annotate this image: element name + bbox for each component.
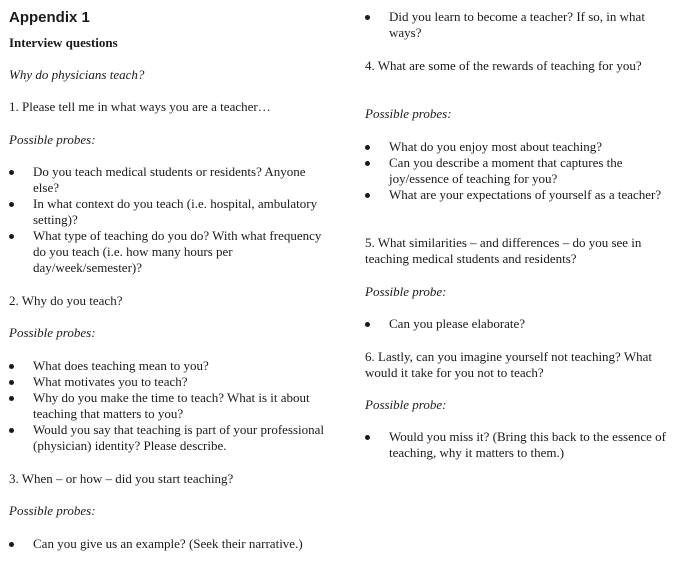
q3-probes-continued-list bbox=[365, 9, 677, 41]
list-item: Would you say that teaching is part of your professional (physician) identity? Please describe. bbox=[9, 422, 331, 454]
bullet-icon bbox=[365, 322, 370, 327]
question-4: 4. What are some of the rewards of teaching for you? bbox=[365, 58, 642, 73]
bullet-icon bbox=[365, 193, 370, 198]
q5-probe-label: Possible probe: bbox=[365, 284, 447, 299]
bullet-icon bbox=[365, 161, 370, 166]
list-item: Would you miss it? (Bring this back to the essence of teaching, why it matters to them.) bbox=[365, 429, 677, 461]
bullet-icon bbox=[365, 145, 370, 150]
q5-probes-list bbox=[365, 316, 677, 332]
q3-probes-label: Possible probes: bbox=[9, 503, 96, 518]
bullet-icon bbox=[9, 202, 14, 207]
list-item: Did you learn to become a teacher? If so, in what ways? bbox=[365, 9, 677, 41]
question-5: 5. What similarities – and differences – do you see in teaching medical students and residents? bbox=[365, 235, 642, 266]
bullet-icon bbox=[9, 234, 14, 239]
bullet-icon bbox=[9, 396, 14, 401]
list-item: What type of teaching do you do? With what frequency do you teach (i.e. how many hours per day/week/semester)? bbox=[9, 228, 331, 276]
question-2: 2. Why do you teach? bbox=[9, 293, 123, 308]
q2-probes-label: Possible probes: bbox=[9, 325, 96, 340]
question-6: 6. Lastly, can you imagine yourself not teaching? What would it take for you not to teach? bbox=[365, 349, 652, 380]
bullet-icon bbox=[9, 380, 14, 385]
q6-probe-label: Possible probe: bbox=[365, 397, 447, 412]
q1-probes-label: Possible probes: bbox=[9, 132, 96, 147]
bullet-icon bbox=[9, 364, 14, 369]
bullet-icon bbox=[9, 428, 14, 433]
list-item: Can you describe a moment that captures the joy/essence of teaching for you? bbox=[365, 155, 677, 187]
q2-probes-list bbox=[9, 358, 331, 454]
bullet-icon bbox=[365, 15, 370, 20]
appendix-subtitle: Interview questions bbox=[9, 35, 118, 50]
intro-question: Why do physicians teach? bbox=[9, 67, 145, 82]
q4-probes-label: Possible probes: bbox=[365, 106, 452, 121]
q4-probes-list bbox=[365, 139, 677, 203]
list-item: In what context do you teach (i.e. hospital, ambulatory setting)? bbox=[9, 196, 331, 228]
bullet-icon bbox=[365, 435, 370, 440]
q1-probes-list bbox=[9, 164, 331, 276]
list-item: Why do you make the time to teach? What is it about teaching that matters to you? bbox=[9, 390, 331, 422]
list-item: Can you please elaborate? bbox=[365, 316, 677, 332]
q6-probes-list bbox=[365, 429, 677, 461]
appendix-title: Appendix 1 bbox=[9, 9, 90, 26]
q3-probes-list bbox=[9, 536, 331, 552]
list-item: What does teaching mean to you? bbox=[9, 358, 331, 374]
list-item: What do you enjoy most about teaching? bbox=[365, 139, 677, 155]
bullet-icon bbox=[9, 170, 14, 175]
list-item: Can you give us an example? (Seek their narrative.) bbox=[9, 536, 331, 552]
list-item: What motivates you to teach? bbox=[9, 374, 331, 390]
question-1: 1. Please tell me in what ways you are a teacher… bbox=[9, 99, 271, 114]
list-item: Do you teach medical students or residents? Anyone else? bbox=[9, 164, 331, 196]
list-item: What are your expectations of yourself as a teacher? bbox=[365, 187, 677, 203]
question-3: 3. When – or how – did you start teaching? bbox=[9, 471, 234, 486]
bullet-icon bbox=[9, 542, 14, 547]
